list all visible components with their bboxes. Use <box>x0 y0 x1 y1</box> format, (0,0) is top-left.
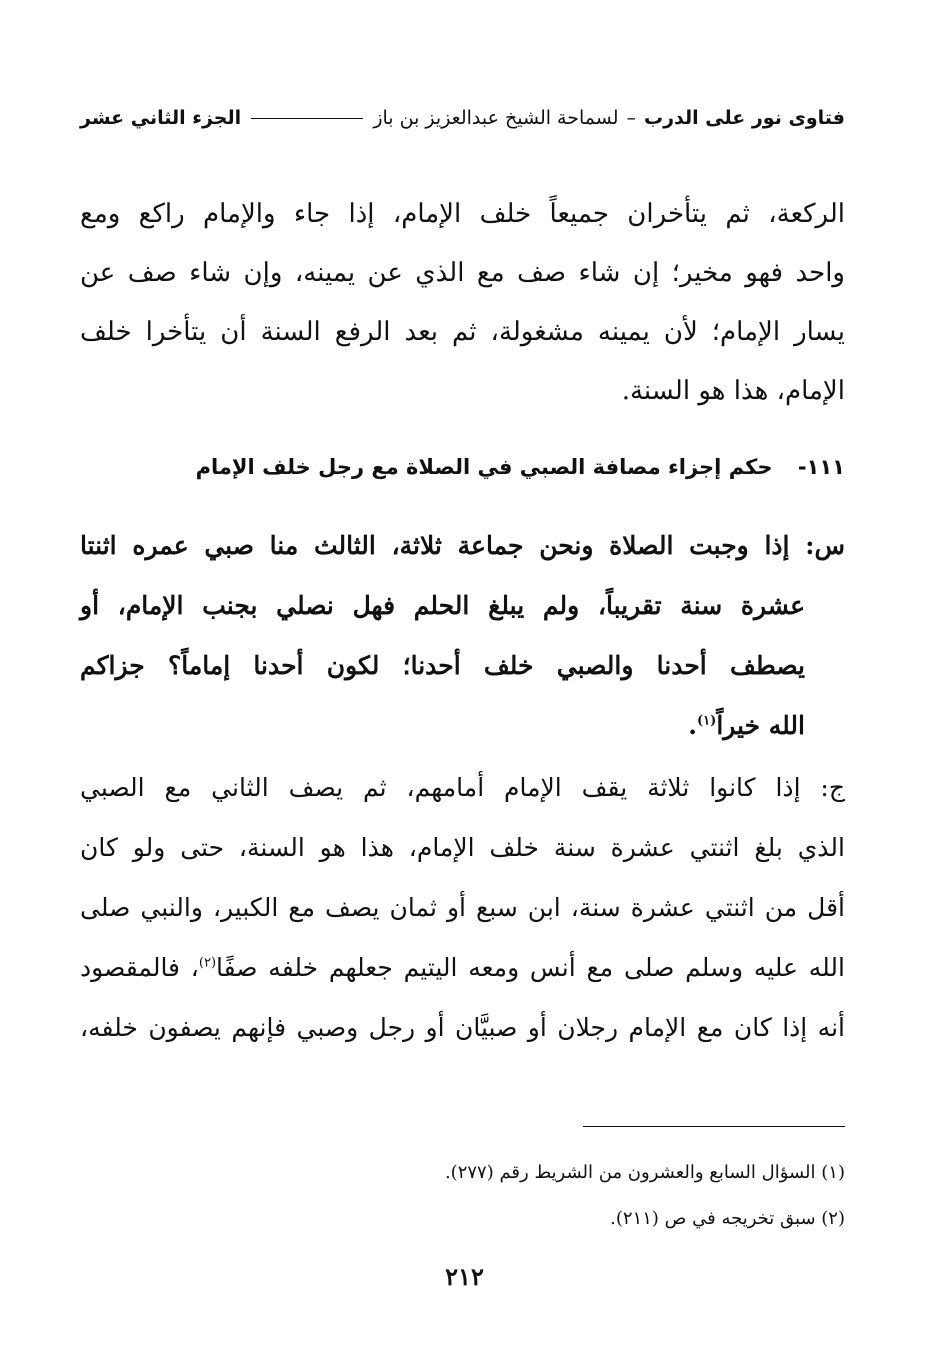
answer-line: الذي بلغ اثنتي عشرة سنة خلف الإمام، هذا هو السنة، حتى ولو كان <box>80 833 845 862</box>
answer-line: أقل من اثنتي عشرة سنة، ابن سبع أو ثمان يصف مع الكبير، والنبي صلى <box>80 893 845 922</box>
paragraph-line: يسار الإمام؛ لأن يمينه مشغولة، ثم بعد الرفع السنة أن يتأخرا خلف <box>80 317 845 347</box>
paragraph-line: واحد فهو مخير؛ إن شاء صف مع الذي عن يمينه، وإن شاء صف عن <box>80 258 845 288</box>
book-title: فتاوى نور على الدرب <box>644 107 845 129</box>
intro-paragraph <box>80 185 845 421</box>
paragraph-line: الإمام، هذا هو السنة. <box>621 376 845 406</box>
footnote: (٢) سبق تخريجه في ص (٢١١). <box>610 1208 845 1229</box>
answer-line: أنه إذا كان مع الإمام رجلان أو صبيَّان أو رجل وصبي فإنهم يصفون خلفه، <box>80 1013 845 1042</box>
answer-line: ج: إذا كانوا ثلاثة يقف الإمام أمامهم، ثم يصف الثاني مع الصبي <box>80 773 845 802</box>
question-last-line <box>80 696 845 756</box>
question-line: عشرة سنة تقريباً، ولم يبلغ الحلم فهل نصلي بجنب الإمام، أو <box>80 591 805 620</box>
question-block <box>80 516 845 756</box>
answer-block <box>80 758 845 1058</box>
footnote-ref: (٢) <box>198 955 217 971</box>
footnote-separator <box>583 1126 845 1127</box>
author-name: لسماحة الشيخ عبدالعزيز بن باز <box>373 107 619 129</box>
answer-line-with-footnote <box>80 938 845 998</box>
running-header <box>80 100 845 136</box>
footnote-ref: (١) <box>697 713 717 729</box>
question-end: . <box>688 711 698 740</box>
question-line: الله خيراً <box>716 711 805 740</box>
section-number: ١١١- <box>797 455 845 479</box>
header-dash: – <box>626 107 636 129</box>
volume-part: الجزء الثاني عشر <box>80 107 242 129</box>
footnote: (١) السؤال السابع والعشرون من الشريط رقم (٢٧٧). <box>444 1162 845 1183</box>
question-line: س: إذا وجبت الصلاة ونحن جماعة ثلاثة، الثالث منا صبي عمره اثنتا <box>80 531 845 560</box>
section-heading <box>80 455 845 479</box>
page-number: ٢١٢ <box>445 1262 484 1291</box>
answer-line-part: ، فالمقصود <box>80 953 199 982</box>
paragraph-line: الركعة، ثم يتأخران جميعاً خلف الإمام، إذا جاء والإمام راكع ومع <box>80 199 845 229</box>
question-line: يصطف أحدنا والصبي خلف أحدنا؛ لكون أحدنا إماماً؟ جزاكم <box>80 651 805 680</box>
footnotes <box>80 1150 845 1242</box>
answer-line-part: الله عليه وسلم صلى مع أنس ومعه اليتيم جعلهم خلفه صفًا <box>216 953 845 982</box>
header-rule <box>251 118 363 119</box>
section-title: حكم إجزاء مصافة الصبي في الصلاة مع رجل خلف الإمام <box>195 455 773 479</box>
